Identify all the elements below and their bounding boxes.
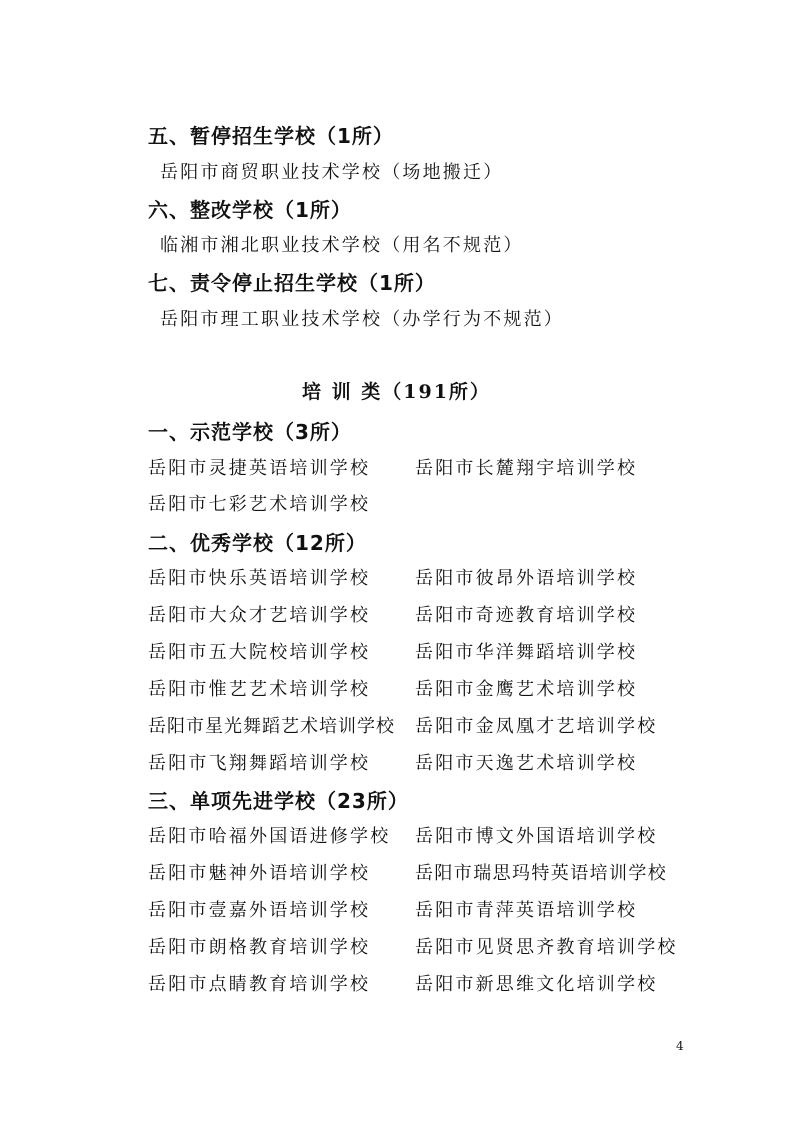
school-entry: 岳阳市瑞思玛特英语培训学校 (415, 863, 668, 884)
suspended-school: 岳阳市商贸职业技术学校（场地搬迁） (160, 162, 504, 183)
school-entry: 岳阳市大众才艺培训学校 (148, 605, 371, 626)
school-entry: 岳阳市金凤凰才艺培训学校 (415, 716, 658, 737)
school-entry: 岳阳市五大院校培训学校 (148, 642, 371, 663)
section-heading-model: 一、示范学校（3所） (148, 420, 352, 444)
school-entry: 岳阳市壹嘉外语培训学校 (148, 900, 371, 921)
school-entry: 岳阳市飞翔舞蹈培训学校 (148, 753, 371, 774)
category-title: 培 训 类（191所） (302, 381, 491, 403)
school-entry: 岳阳市华洋舞蹈培训学校 (415, 642, 638, 663)
school-entry: 岳阳市惟艺艺术培训学校 (148, 679, 371, 700)
school-entry: 岳阳市博文外国语培训学校 (415, 826, 658, 847)
section-heading-single-advanced: 三、单项先进学校（23所） (148, 789, 409, 813)
section-heading-suspended: 五、暂停招生学校（1所） (148, 124, 394, 148)
rectify-school: 临湘市湘北职业技术学校（用名不规范） (160, 235, 524, 256)
school-entry: 岳阳市点睛教育培训学校 (148, 974, 371, 995)
section-heading-excellent: 二、优秀学校（12所） (148, 531, 367, 555)
school-entry: 岳阳市长麓翔宇培训学校 (415, 458, 638, 479)
school-entry: 岳阳市灵捷英语培训学校 (148, 458, 371, 479)
school-entry: 岳阳市新思维文化培训学校 (415, 974, 658, 995)
school-entry: 岳阳市彼昂外语培训学校 (415, 568, 638, 589)
school-entry: 岳阳市星光舞蹈艺术培训学校 (148, 716, 395, 737)
section-heading-rectify: 六、整改学校（1所） (148, 198, 352, 222)
school-entry: 岳阳市哈福外国语进修学校 (148, 826, 391, 847)
school-entry: 岳阳市天逸艺术培训学校 (415, 753, 638, 774)
section-heading-ordered-stop: 七、责令停止招生学校（1所） (148, 271, 436, 295)
school-entry: 岳阳市青萍英语培训学校 (415, 900, 638, 921)
school-entry: 岳阳市金鹰艺术培训学校 (415, 679, 638, 700)
ordered-stop-school: 岳阳市理工职业技术学校（办学行为不规范） (160, 309, 564, 330)
school-entry: 岳阳市奇迹教育培训学校 (415, 605, 638, 626)
page-number: 4 (676, 1039, 684, 1053)
school-entry: 岳阳市七彩艺术培训学校 (148, 494, 371, 515)
school-entry: 岳阳市魅神外语培训学校 (148, 863, 371, 884)
school-entry: 岳阳市快乐英语培训学校 (148, 568, 371, 589)
school-entry: 岳阳市见贤思齐教育培训学校 (415, 937, 678, 958)
school-entry: 岳阳市朗格教育培训学校 (148, 937, 371, 958)
